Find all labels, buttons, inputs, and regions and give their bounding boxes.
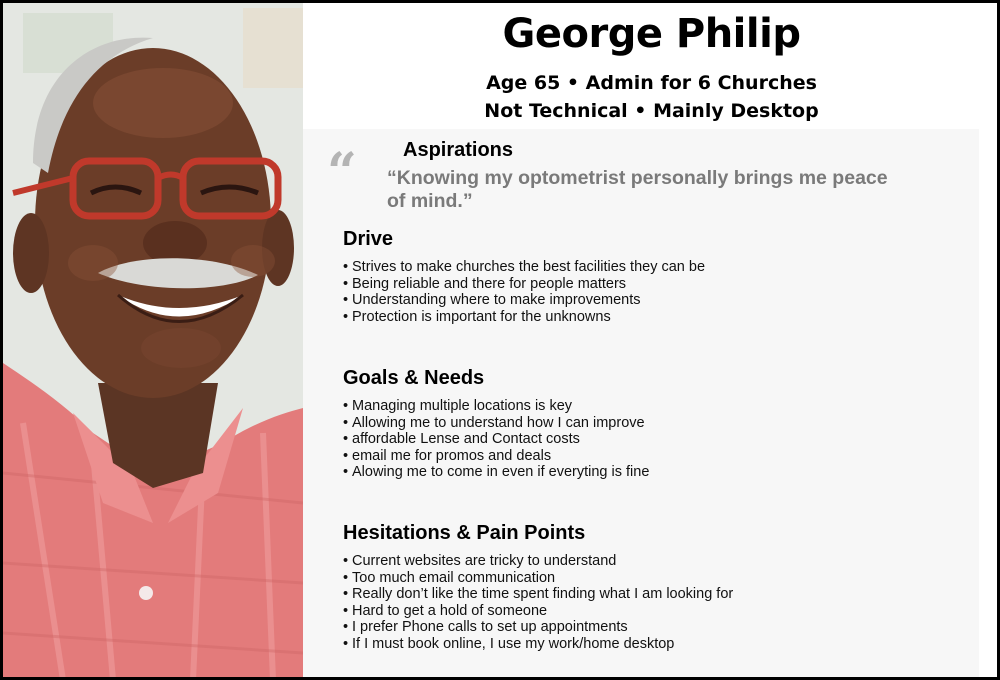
goals-item: • Allowing me to understand how I can improve	[343, 415, 649, 432]
persona-photo	[3, 3, 303, 680]
goals-item: • affordable Lense and Contact costs	[343, 431, 649, 448]
persona-subtitle-age-role: Age 65 • Admin for 6 Churches	[486, 72, 817, 94]
drive-item: • Strives to make churches the best facilities they can be	[343, 259, 705, 276]
goals-item: • email me for promos and deals	[343, 448, 649, 465]
drive-list	[343, 259, 705, 325]
drive-item: • Being reliable and there for people matters	[343, 276, 705, 293]
hesitation-item: • Hard to get a hold of someone	[343, 603, 733, 620]
persona-subtitle-tech-device: Not Technical • Mainly Desktop	[484, 100, 819, 122]
hesitations-heading: Hesitations & Pain Points	[343, 522, 586, 544]
persona-name: George Philip	[502, 11, 801, 57]
drive-item: • Understanding where to make improvements	[343, 292, 705, 309]
aspirations-quote: “Knowing my optometrist personally brings me peace of mind.”	[387, 167, 888, 212]
persona-details-panel	[303, 129, 979, 680]
drive-item: • Protection is important for the unknowns	[343, 309, 705, 326]
goals-needs-list	[343, 398, 649, 481]
hesitation-item: • I prefer Phone calls to set up appointments	[343, 619, 733, 636]
drive-heading: Drive	[343, 228, 394, 250]
goals-item: • Alowing me to come in even if everyting is fine	[343, 464, 649, 481]
portrait-illustration	[3, 3, 303, 680]
goals-needs-heading: Goals & Needs	[343, 367, 485, 389]
hesitations-list	[343, 553, 733, 653]
hesitation-item: • Too much email communication	[343, 570, 733, 587]
hesitation-item: • Current websites are tricky to understand	[343, 553, 733, 570]
aspirations-heading: Aspirations	[403, 139, 514, 161]
quote-mark-icon: “	[327, 142, 357, 203]
hesitation-item: • Really don’t like the time spent finding what I am looking for	[343, 586, 733, 603]
goals-item: • Managing multiple locations is key	[343, 398, 649, 415]
hesitation-item: • If I must book online, I use my work/home desktop	[343, 636, 733, 653]
